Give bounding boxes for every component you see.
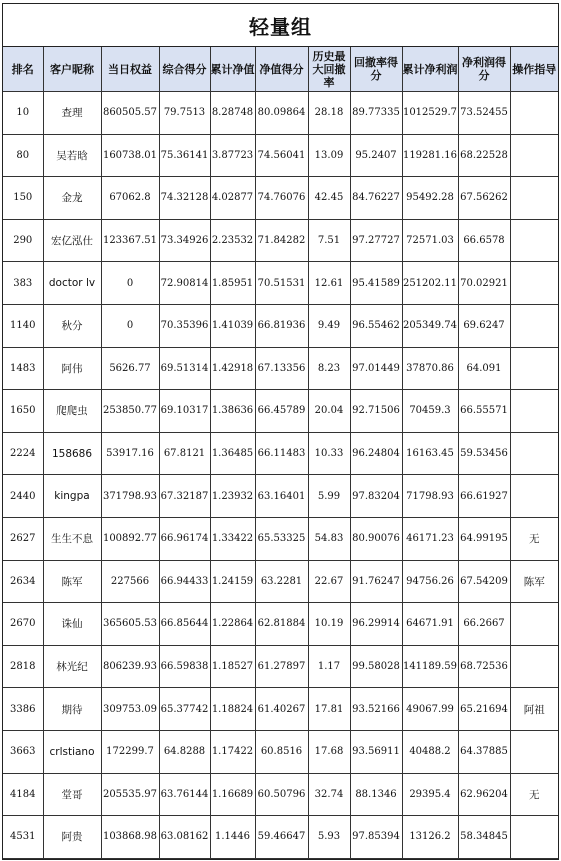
equity-cell: 5626.77	[101, 347, 159, 390]
cum-profit-cell: 16163.45	[402, 432, 458, 475]
rank-cell: 383	[3, 262, 43, 305]
nav-score-cell: 67.13356	[255, 347, 308, 390]
rank-cell: 2440	[3, 475, 43, 518]
profit-score-cell: 64.37885	[458, 730, 510, 773]
nickname-cell: 阿贵	[43, 816, 101, 859]
max-drawdown-cell: 7.51	[308, 219, 350, 262]
max-drawdown-cell: 9.49	[308, 304, 350, 347]
equity-cell: 0	[101, 304, 159, 347]
max-drawdown-cell: 1.17	[308, 645, 350, 688]
table-row	[3, 347, 558, 390]
profit-score-cell: 64.99195	[458, 517, 510, 560]
table-row	[3, 560, 558, 603]
max-drawdown-cell: 5.99	[308, 475, 350, 518]
profit-score-cell: 69.6247	[458, 304, 510, 347]
total-score-cell: 64.8288	[159, 730, 210, 773]
total-score-cell: 69.10317	[159, 390, 210, 433]
drawdown-score-cell: 96.55462	[350, 304, 402, 347]
table-row	[3, 262, 558, 305]
profit-score-cell: 64.091	[458, 347, 510, 390]
cum-nav-cell: 1.33422	[210, 517, 255, 560]
drawdown-score-cell: 97.27727	[350, 219, 402, 262]
total-score-cell: 70.35396	[159, 304, 210, 347]
profit-score-cell: 66.61927	[458, 475, 510, 518]
drawdown-score-cell: 97.85394	[350, 816, 402, 859]
table-row	[3, 390, 558, 433]
cum-nav-cell: 1.36485	[210, 432, 255, 475]
guidance-cell	[510, 92, 558, 135]
guidance-cell: 陈军	[510, 560, 558, 603]
nickname-cell: 林光纪	[43, 645, 101, 688]
cum-nav-cell: 1.22864	[210, 603, 255, 646]
nav-score-cell: 61.40267	[255, 688, 308, 731]
header-equity: 当日权益	[101, 47, 159, 92]
guidance-cell	[510, 730, 558, 773]
header-nickname: 客户昵称	[43, 47, 101, 92]
cum-profit-cell: 94756.26	[402, 560, 458, 603]
cum-nav-cell: 1.23932	[210, 475, 255, 518]
drawdown-score-cell: 80.90076	[350, 517, 402, 560]
guidance-cell: 阿祖	[510, 688, 558, 731]
total-score-cell: 63.08162	[159, 816, 210, 859]
table-body	[3, 92, 558, 859]
nav-score-cell: 62.81884	[255, 603, 308, 646]
rank-cell: 1483	[3, 347, 43, 390]
equity-cell: 67062.8	[101, 177, 159, 220]
profit-score-cell: 66.55571	[458, 390, 510, 433]
header-cum-nav: 累计净值	[210, 47, 255, 92]
drawdown-score-cell: 84.76227	[350, 177, 402, 220]
equity-cell: 123367.51	[101, 219, 159, 262]
cum-profit-cell: 1012529.7	[402, 92, 458, 135]
max-drawdown-cell: 13.09	[308, 134, 350, 177]
nav-score-cell: 74.56041	[255, 134, 308, 177]
total-score-cell: 79.7513	[159, 92, 210, 135]
total-score-cell: 66.96174	[159, 517, 210, 560]
equity-cell: 365605.53	[101, 603, 159, 646]
nickname-cell: 吴若晗	[43, 134, 101, 177]
total-score-cell: 66.94433	[159, 560, 210, 603]
cum-profit-cell: 49067.99	[402, 688, 458, 731]
rank-cell: 2627	[3, 517, 43, 560]
guidance-cell	[510, 475, 558, 518]
cum-profit-cell: 13126.2	[402, 816, 458, 859]
cum-profit-cell: 205349.74	[402, 304, 458, 347]
table-row	[3, 92, 558, 135]
max-drawdown-cell: 17.68	[308, 730, 350, 773]
header-max-drawdown: 历史最大回撤率	[308, 47, 350, 92]
profit-score-cell: 66.6578	[458, 219, 510, 262]
table-row	[3, 688, 558, 731]
max-drawdown-cell: 54.83	[308, 517, 350, 560]
equity-cell: 53917.16	[101, 432, 159, 475]
profit-score-cell: 66.2667	[458, 603, 510, 646]
drawdown-score-cell: 96.29914	[350, 603, 402, 646]
cum-profit-cell: 71798.93	[402, 475, 458, 518]
total-score-cell: 72.90814	[159, 262, 210, 305]
nickname-cell: 查理	[43, 92, 101, 135]
total-score-cell: 74.32128	[159, 177, 210, 220]
max-drawdown-cell: 22.67	[308, 560, 350, 603]
equity-cell: 100892.77	[101, 517, 159, 560]
rank-cell: 80	[3, 134, 43, 177]
nav-score-cell: 66.81936	[255, 304, 308, 347]
equity-cell: 253850.77	[101, 390, 159, 433]
equity-cell: 371798.93	[101, 475, 159, 518]
nickname-cell: 秋分	[43, 304, 101, 347]
drawdown-score-cell: 97.83204	[350, 475, 402, 518]
cum-profit-cell: 119281.16	[402, 134, 458, 177]
total-score-cell: 67.8121	[159, 432, 210, 475]
drawdown-score-cell: 89.77335	[350, 92, 402, 135]
rank-cell: 2670	[3, 603, 43, 646]
drawdown-score-cell: 97.01449	[350, 347, 402, 390]
rank-cell: 2818	[3, 645, 43, 688]
max-drawdown-cell: 20.04	[308, 390, 350, 433]
nav-score-cell: 71.84282	[255, 219, 308, 262]
header-drawdown-score: 回撤率得分	[350, 47, 402, 92]
cum-profit-cell: 29395.4	[402, 773, 458, 816]
drawdown-score-cell: 91.76247	[350, 560, 402, 603]
nav-score-cell: 70.51531	[255, 262, 308, 305]
drawdown-score-cell: 99.58028	[350, 645, 402, 688]
table-row	[3, 134, 558, 177]
cum-nav-cell: 1.16689	[210, 773, 255, 816]
max-drawdown-cell: 42.45	[308, 177, 350, 220]
nickname-cell: 堂哥	[43, 773, 101, 816]
profit-score-cell: 62.96204	[458, 773, 510, 816]
sheet-title: 轻量组	[3, 4, 558, 47]
nav-score-cell: 74.76076	[255, 177, 308, 220]
guidance-cell	[510, 177, 558, 220]
drawdown-score-cell: 95.2407	[350, 134, 402, 177]
cum-nav-cell: 8.28748	[210, 92, 255, 135]
total-score-cell: 69.51314	[159, 347, 210, 390]
profit-score-cell: 67.54209	[458, 560, 510, 603]
profit-score-cell: 65.21694	[458, 688, 510, 731]
cum-nav-cell: 1.38636	[210, 390, 255, 433]
total-score-cell: 75.36141	[159, 134, 210, 177]
cum-nav-cell: 1.18824	[210, 688, 255, 731]
profit-score-cell: 70.02921	[458, 262, 510, 305]
nickname-cell: 陈军	[43, 560, 101, 603]
cum-profit-cell: 251202.11	[402, 262, 458, 305]
drawdown-score-cell: 93.52166	[350, 688, 402, 731]
equity-cell: 309753.09	[101, 688, 159, 731]
rank-cell: 4184	[3, 773, 43, 816]
header-row	[3, 47, 558, 92]
profit-score-cell: 59.53456	[458, 432, 510, 475]
header-cum-profit: 累计净利润	[402, 47, 458, 92]
nickname-cell: 期待	[43, 688, 101, 731]
max-drawdown-cell: 32.74	[308, 773, 350, 816]
cum-nav-cell: 1.1446	[210, 816, 255, 859]
profit-score-cell: 73.52455	[458, 92, 510, 135]
nickname-cell: 宏亿泓仕	[43, 219, 101, 262]
nickname-cell: crlstiano	[43, 730, 101, 773]
nav-score-cell: 60.8516	[255, 730, 308, 773]
table-row	[3, 816, 558, 859]
cum-profit-cell: 37870.86	[402, 347, 458, 390]
table-row	[3, 177, 558, 220]
drawdown-score-cell: 93.56911	[350, 730, 402, 773]
profit-score-cell: 68.22528	[458, 134, 510, 177]
equity-cell: 172299.7	[101, 730, 159, 773]
header-rank: 排名	[3, 47, 43, 92]
nickname-cell: 金龙	[43, 177, 101, 220]
rank-cell: 1650	[3, 390, 43, 433]
guidance-cell	[510, 432, 558, 475]
cum-nav-cell: 1.18527	[210, 645, 255, 688]
header-total-score: 综合得分	[159, 47, 210, 92]
cum-profit-cell: 40488.2	[402, 730, 458, 773]
cum-profit-cell: 95492.28	[402, 177, 458, 220]
table-row	[3, 773, 558, 816]
drawdown-score-cell: 95.41589	[350, 262, 402, 305]
rank-cell: 1140	[3, 304, 43, 347]
ranking-table	[3, 47, 558, 859]
total-score-cell: 66.59838	[159, 645, 210, 688]
profit-score-cell: 68.72536	[458, 645, 510, 688]
rank-cell: 2224	[3, 432, 43, 475]
nickname-cell: 阿伟	[43, 347, 101, 390]
nickname-cell: 158686	[43, 432, 101, 475]
max-drawdown-cell: 10.33	[308, 432, 350, 475]
cum-profit-cell: 141189.59	[402, 645, 458, 688]
equity-cell: 806239.93	[101, 645, 159, 688]
cum-profit-cell: 70459.3	[402, 390, 458, 433]
cum-nav-cell: 1.24159	[210, 560, 255, 603]
cum-nav-cell: 3.87723	[210, 134, 255, 177]
guidance-cell: 无	[510, 773, 558, 816]
max-drawdown-cell: 12.61	[308, 262, 350, 305]
nav-score-cell: 61.27897	[255, 645, 308, 688]
cum-profit-cell: 64671.91	[402, 603, 458, 646]
total-score-cell: 65.37742	[159, 688, 210, 731]
nav-score-cell: 63.16401	[255, 475, 308, 518]
nav-score-cell: 63.2281	[255, 560, 308, 603]
guidance-cell	[510, 134, 558, 177]
cum-profit-cell: 72571.03	[402, 219, 458, 262]
equity-cell: 0	[101, 262, 159, 305]
equity-cell: 160738.01	[101, 134, 159, 177]
guidance-cell	[510, 304, 558, 347]
nav-score-cell: 66.45789	[255, 390, 308, 433]
equity-cell: 103868.98	[101, 816, 159, 859]
nickname-cell: 爬爬虫	[43, 390, 101, 433]
guidance-cell	[510, 347, 558, 390]
cum-nav-cell: 1.42918	[210, 347, 255, 390]
nav-score-cell: 80.09864	[255, 92, 308, 135]
total-score-cell: 73.34926	[159, 219, 210, 262]
cum-profit-cell: 46171.23	[402, 517, 458, 560]
header-guidance: 操作指导	[510, 47, 558, 92]
max-drawdown-cell: 28.18	[308, 92, 350, 135]
guidance-cell	[510, 390, 558, 433]
equity-cell: 205535.97	[101, 773, 159, 816]
nav-score-cell: 59.46647	[255, 816, 308, 859]
nickname-cell: kingpa	[43, 475, 101, 518]
guidance-cell	[510, 645, 558, 688]
nickname-cell: 诛仙	[43, 603, 101, 646]
drawdown-score-cell: 88.1346	[350, 773, 402, 816]
table-row	[3, 475, 558, 518]
nickname-cell: 生生不息	[43, 517, 101, 560]
guidance-cell	[510, 219, 558, 262]
profit-score-cell: 58.34845	[458, 816, 510, 859]
rank-cell: 3386	[3, 688, 43, 731]
nav-score-cell: 66.11483	[255, 432, 308, 475]
profit-score-cell: 67.56262	[458, 177, 510, 220]
nickname-cell: doctor lv	[43, 262, 101, 305]
max-drawdown-cell: 10.19	[308, 603, 350, 646]
header-profit-score: 净利润得分	[458, 47, 510, 92]
total-score-cell: 66.85644	[159, 603, 210, 646]
ranking-sheet	[2, 3, 559, 860]
max-drawdown-cell: 8.23	[308, 347, 350, 390]
cum-nav-cell: 1.17422	[210, 730, 255, 773]
cum-nav-cell: 4.02877	[210, 177, 255, 220]
rank-cell: 150	[3, 177, 43, 220]
guidance-cell	[510, 603, 558, 646]
drawdown-score-cell: 92.71506	[350, 390, 402, 433]
rank-cell: 4531	[3, 816, 43, 859]
cum-nav-cell: 1.41039	[210, 304, 255, 347]
table-row	[3, 432, 558, 475]
rank-cell: 3663	[3, 730, 43, 773]
rank-cell: 290	[3, 219, 43, 262]
max-drawdown-cell: 17.81	[308, 688, 350, 731]
drawdown-score-cell: 96.24804	[350, 432, 402, 475]
guidance-cell	[510, 262, 558, 305]
max-drawdown-cell: 5.93	[308, 816, 350, 859]
header-nav-score: 净值得分	[255, 47, 308, 92]
rank-cell: 10	[3, 92, 43, 135]
cum-nav-cell: 2.23532	[210, 219, 255, 262]
total-score-cell: 67.32187	[159, 475, 210, 518]
equity-cell: 227566	[101, 560, 159, 603]
equity-cell: 860505.57	[101, 92, 159, 135]
total-score-cell: 63.76144	[159, 773, 210, 816]
table-row	[3, 304, 558, 347]
table-row	[3, 645, 558, 688]
table-row	[3, 517, 558, 560]
guidance-cell	[510, 816, 558, 859]
cum-nav-cell: 1.85951	[210, 262, 255, 305]
table-row	[3, 219, 558, 262]
nav-score-cell: 65.53325	[255, 517, 308, 560]
guidance-cell: 无	[510, 517, 558, 560]
rank-cell: 2634	[3, 560, 43, 603]
table-row	[3, 730, 558, 773]
table-row	[3, 603, 558, 646]
nav-score-cell: 60.50796	[255, 773, 308, 816]
